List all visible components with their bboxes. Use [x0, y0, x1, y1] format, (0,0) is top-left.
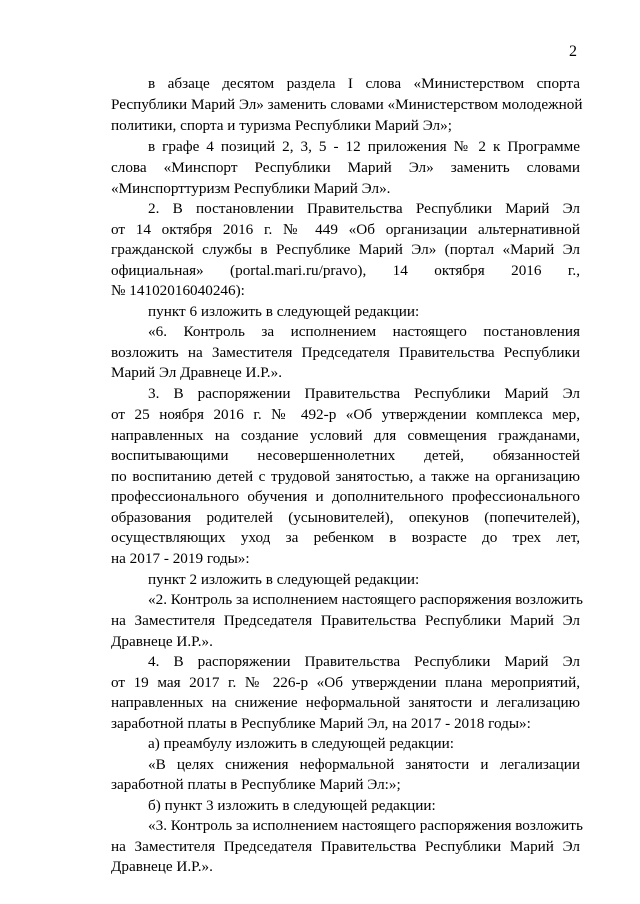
text-line: от 19 мая 2017 г. № 226-р «Об утверждении плана мероприятий, [111, 674, 580, 691]
text-line: на Заместителя Председателя Правительства Республики Марий Эл [111, 612, 580, 629]
text-line: а) преамбулу изложить в следующей редакции: [148, 735, 454, 752]
text-line: «Минспорттуризм Республики Марий Эл». [111, 180, 391, 197]
text-line: «6. Контроль за исполнением настоящего постановления [148, 323, 580, 340]
text-line: официальная» (portal.mari.ru/pravo), 14 октября 2016 г., [111, 262, 580, 279]
text-line: на 2017 - 2019 годы»: [111, 550, 250, 567]
text-line: б) пункт 3 изложить в следующей редакции: [148, 797, 436, 814]
text-line: от 25 ноября 2016 г. № 492-р «Об утверждении комплекса мер, [111, 406, 580, 423]
text-line: по воспитанию детей с трудовой занятостью, а также на организацию [111, 468, 580, 485]
text-line: № 14102016040246): [111, 282, 245, 299]
text-line: 3. В распоряжении Правительства Республики Марий Эл [148, 385, 580, 402]
text-line: Республики Марий Эл» заменить словами «Министерством молодежной [111, 96, 583, 113]
text-line: в графе 4 позиций 2, 3, 5 - 12 приложения № 2 к Программе [148, 138, 580, 155]
text-line: гражданской службы в Республике Марий Эл» (портал «Марий Эл [111, 241, 580, 258]
text-line: Дравнеце И.Р.». [111, 858, 213, 875]
page-number: 2 [569, 43, 577, 60]
text-line: «2. Контроль за исполнением настоящего распоряжения возложить [148, 591, 583, 608]
text-line: осуществляющих уход за ребенком в возрасте до трех лет, [111, 529, 580, 546]
text-line: заработной платы в Республике Марий Эл:»; [111, 776, 401, 793]
text-line: пункт 2 изложить в следующей редакции: [148, 571, 420, 588]
text-line: профессионального обучения и дополнительного профессионального [111, 488, 580, 505]
text-line: «В целях снижения неформальной занятости и легализации [148, 756, 580, 773]
text-line: слова «Минспорт Республики Марий Эл» заменить словами [111, 159, 580, 176]
text-line: Дравнеце И.Р.». [111, 633, 213, 650]
text-line: «3. Контроль за исполнением настоящего распоряжения возложить [148, 817, 583, 834]
text-line: от 14 октября 2016 г. № 449 «Об организации альтернативной [111, 221, 580, 238]
text-line: возложить на Заместителя Председателя Правительства Республики [111, 344, 580, 361]
text-line: образования родителей (усыновителей), опекунов (попечителей), [111, 509, 580, 526]
text-line: направленных на создание условий для совмещения гражданами, [111, 427, 580, 444]
text-line: 2. В постановлении Правительства Республики Марий Эл [148, 200, 580, 217]
text-line: 4. В распоряжении Правительства Республики Марий Эл [148, 653, 580, 670]
text-line: политики, спорта и туризма Республики Марий Эл»; [111, 117, 452, 134]
text-line: пункт 6 изложить в следующей редакции: [148, 303, 420, 320]
text-line: в абзаце десятом раздела I слова «Министерством спорта [148, 75, 580, 92]
text-line: на Заместителя Председателя Правительства Республики Марий Эл [111, 838, 580, 855]
text-line: воспитывающими несовершеннолетних детей, обязанностей [111, 447, 580, 464]
text-line: заработной платы в Республике Марий Эл, на 2017 - 2018 годы»: [111, 715, 531, 732]
text-line: направленных на снижение неформальной занятости и легализацию [111, 694, 580, 711]
text-line: Марий Эл Дравнеце И.Р.». [111, 364, 282, 381]
